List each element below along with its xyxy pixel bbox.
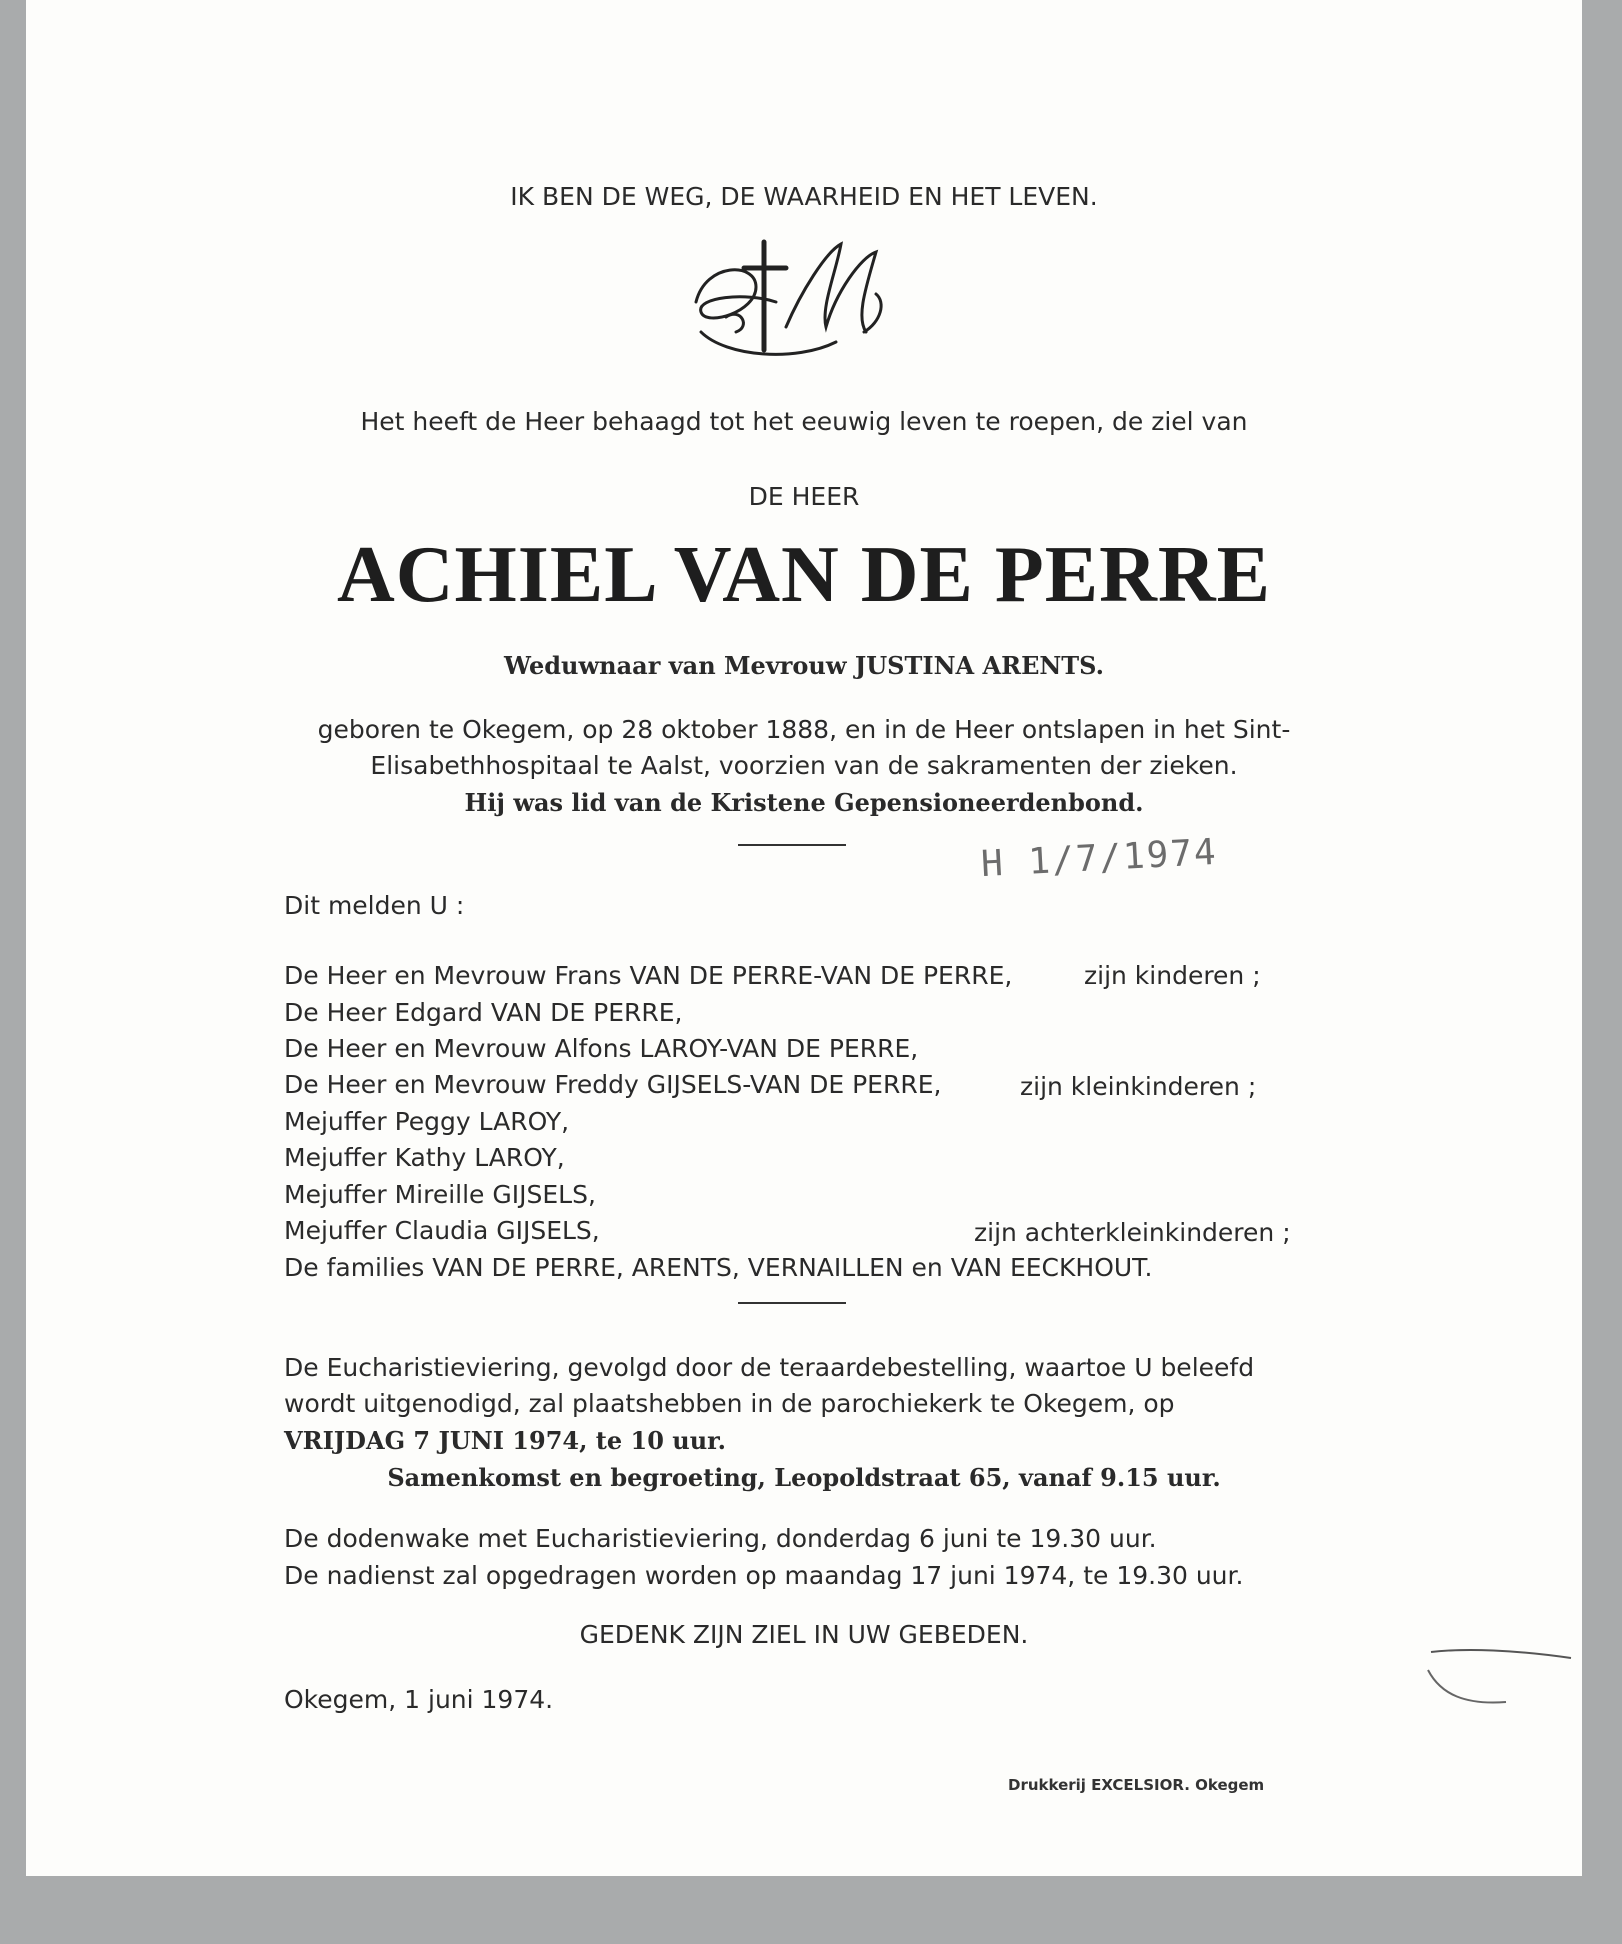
place-date: Okegem, 1 juni 1974. [284, 1685, 554, 1714]
service-date: VRIJDAG 7 JUNI 1974, te 10 uur. [284, 1426, 726, 1455]
motto: IK BEN DE WEG, DE WAARHEID EN HET LEVEN. [510, 182, 1098, 211]
intro-text: Het heeft de Heer behaagd tot het eeuwig leven te roepen, de ziel van [360, 407, 1248, 436]
family-name: Mejuffer Kathy LAROY, [284, 1143, 565, 1172]
spouse-line: Weduwnaar van Mevrouw JUSTINA ARENTS. [503, 651, 1104, 680]
family-name: De Heer en Mevrouw Frans VAN DE PERRE-VAN DE PERRE, [284, 961, 1013, 990]
bio-line-1: geboren te Okegem, op 28 oktober 1888, en in de Heer ontslapen in het Sint- [317, 715, 1291, 744]
title-prefix: DE HEER [748, 482, 860, 511]
closing-prayer: GEDENK ZIJN ZIEL IN UW GEBEDEN. [579, 1620, 1029, 1649]
handwritten-date: H 1/7/1974 [980, 831, 1219, 886]
family-name: De families VAN DE PERRE, ARENTS, VERNAILLEN en VAN EECKHOUT. [284, 1253, 1153, 1282]
memorial-card [26, 0, 1582, 1876]
announce-intro: Dit melden U : [284, 891, 465, 920]
service-line-2: wordt uitgenodigd, zal plaatshebben in de parochiekerk te Okegem, op [284, 1389, 1175, 1418]
paper-crease-mark [1426, 1640, 1576, 1720]
cross-monogram-icon [686, 232, 896, 367]
wake-line: De dodenwake met Eucharistieviering, donderdag 6 juni te 19.30 uur. [284, 1524, 1157, 1553]
family-name: De Heer en Mevrouw Freddy GIJSELS-VAN DE PERRE, [284, 1070, 942, 1099]
divider [738, 844, 846, 846]
gathering-line: Samenkomst en begroeting, Leopoldstraat 65, vanaf 9.15 uur. [387, 1463, 1221, 1492]
family-relation: zijn kinderen ; [1084, 961, 1261, 990]
printer-credit: Drukkerij EXCELSIOR. Okegem [1008, 1776, 1265, 1794]
family-name: De Heer Edgard VAN DE PERRE, [284, 998, 683, 1027]
family-name: Mejuffer Claudia GIJSELS, [284, 1216, 600, 1245]
memorial-mass-line: De nadienst zal opgedragen worden op maandag 17 juni 1974, te 19.30 uur. [284, 1561, 1244, 1590]
divider [738, 1302, 846, 1304]
membership-line: Hij was lid van de Kristene Gepensioneerdenbond. [464, 788, 1144, 817]
family-name: Mejuffer Peggy LAROY, [284, 1107, 570, 1136]
family-name: De Heer en Mevrouw Alfons LAROY-VAN DE PERRE, [284, 1034, 919, 1063]
service-line-1: De Eucharistieviering, gevolgd door de teraardebestelling, waartoe U beleefd [284, 1353, 1255, 1382]
family-name: Mejuffer Mireille GIJSELS, [284, 1180, 596, 1209]
family-relation: zijn achterkleinkinderen ; [974, 1218, 1291, 1247]
deceased-name: ACHIEL VAN DE PERRE [336, 531, 1272, 619]
family-relation: zijn kleinkinderen ; [1020, 1072, 1257, 1101]
bio-line-2: Elisabethhospitaal te Aalst, voorzien van de sakramenten der zieken. [370, 751, 1238, 780]
